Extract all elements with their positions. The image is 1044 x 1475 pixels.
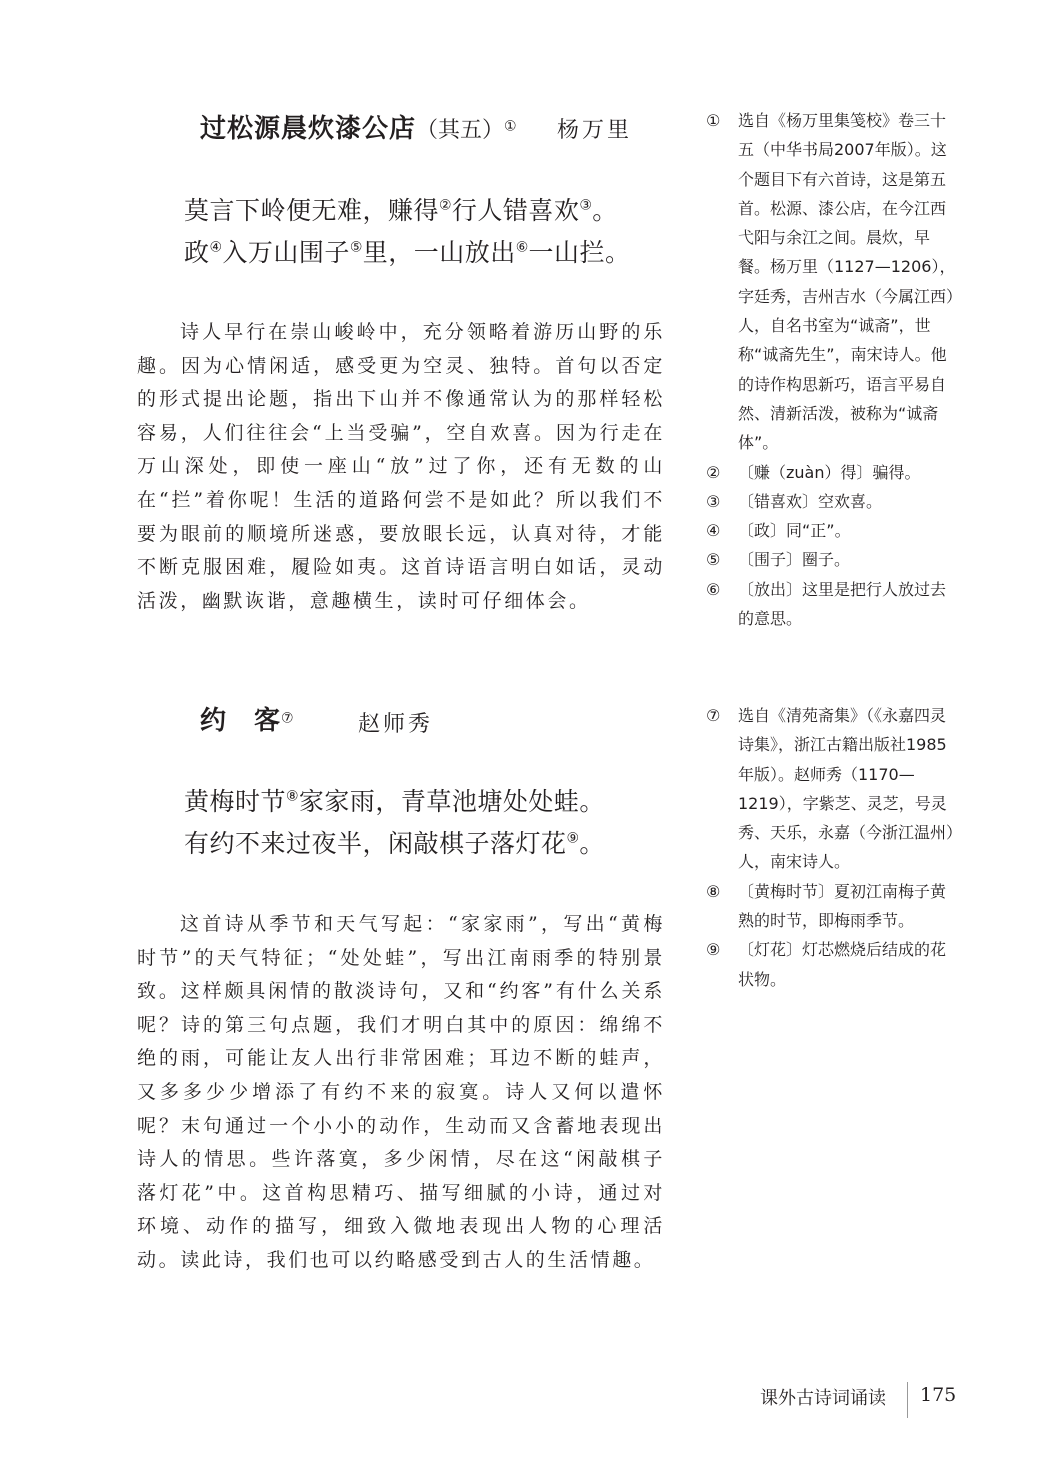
poem2-heading [200,700,294,737]
poem1-title: 过松源晨炊漆公店 [200,114,417,144]
poem1-subtitle: （其五） [416,118,505,143]
footnote-8: ⑧ 〔黄梅时节〕夏初江南梅子黄熟的时节，即梅雨季节。 [706,881,947,931]
footer-divider [907,1382,908,1418]
poem1-footnote-ref: ① [504,118,517,135]
poem2-verse [184,781,605,865]
poem1-commentary: 诗人早行在崇山峻岭中，充分领略着游历山野的乐趣。因为心情闲适，感受更为空灵、独特。首句以否定的形式提出论题，指出下山并不像通常认为的那样轻松容易，人们往往会“上当受骗”，空自欢喜。因为行走在万山深处，即使一座山“放”过了你，还有无数的山在“拦”着你呢！生活的道路何尝不是如此？所以我们不要为眼前的顺境所迷惑，要放眼长远，认真对待，才能不断克服困难，履险如夷。这首诗语言明白如话，灵动活泼，幽默诙谐，意趣横生，读时可仔细体会。 [137,321,665,612]
notes-poem2 [706,701,956,994]
poem1-line-2: 政④入万山围子⑤里，一山放出⑥一山拦。 [184,238,631,267]
poem2-footnote-ref: ⑦ [281,710,294,727]
footnote-9: ⑨ 〔灯花〕灯芯燃烧后结成的花状物。 [706,940,947,989]
poem2-line-2: 有约不来过夜半，闲敲棋子落灯花⑨。 [184,829,605,858]
poem2-author: 赵师秀 [358,712,434,737]
poem1-author: 杨万里 [557,118,633,143]
poem2-title: 约 客 [200,706,282,736]
footnote-1: ① 选自《杨万里集笺校》卷三十五（中华书局2007年版）。这个题目下有六首诗，这是第五首。松源、漆公店，在今江西弋阳与余江之间。晨炊，早餐。杨万里（1127—1206），字廷秀，吉州吉水（今属江西）人，自名书室为“诚斋”，世称“诚斋先生”，南宋诗人。他的诗作构思新巧，语言平易自然、清新活泼，被称为“诚斋体”。 [706,111,956,453]
poem1-line-1: 莫言下岭便无难，赚得②行人错喜欢③。 [184,196,618,225]
footnote-4: ④ 〔政〕同“正”。 [706,521,851,541]
footnote-3: ③ 〔错喜欢〕空欢喜。 [706,491,883,511]
poem1-verse [184,190,631,274]
footnote-5: ⑤ 〔围子〕圈子。 [706,550,851,570]
footnote-2: ② 〔赚（zuàn）得〕骗得。 [706,462,921,482]
poem1-heading [200,108,517,145]
poem2-commentary: 这首诗从季节和天气写起：“家家雨”，写出“黄梅时节”的天气特征；“处处蛙”，写出江南雨季的特别景致。这样颇具闲情的散淡诗句，又和“约客”有什么关系呢？诗的第三句点题，我们才明白其中的原因：绵绵不绝的雨，可能让友人出行非常困难；耳边不断的蛙声，又多多少少增添了有约不来的寂寞。诗人又何以遣怀呢？末句通过一个小小的动作，生动而又含蓄地表现出诗人的情思。些许落寞，多少闲情，尽在这“闲敲棋子落灯花”中。这首构思精巧、描写细腻的小诗，通过对环境、动作的描写，细致入微地表现出人物的心理活动。读此诗，我们也可以约略感受到古人的生活情趣。 [137,913,665,1271]
footer-section-title: 课外古诗词诵读 [760,1388,886,1409]
notes-poem1 [706,106,956,633]
footnote-6: ⑥ 〔放出〕这里是把行人放过去的意思。 [706,579,947,629]
poem2-line-1: 黄梅时节⑧家家雨，青草池塘处处蛙。 [184,787,605,816]
footnote-7: ⑦ 选自《清苑斋集》（《永嘉四灵诗集》，浙江古籍出版社1985年版）。赵师秀（1170—1219），字紫芝、灵芝，号灵秀、天乐，永嘉（今浙江温州）人，南宋诗人。 [706,706,955,872]
page-number: 175 [920,1384,957,1406]
